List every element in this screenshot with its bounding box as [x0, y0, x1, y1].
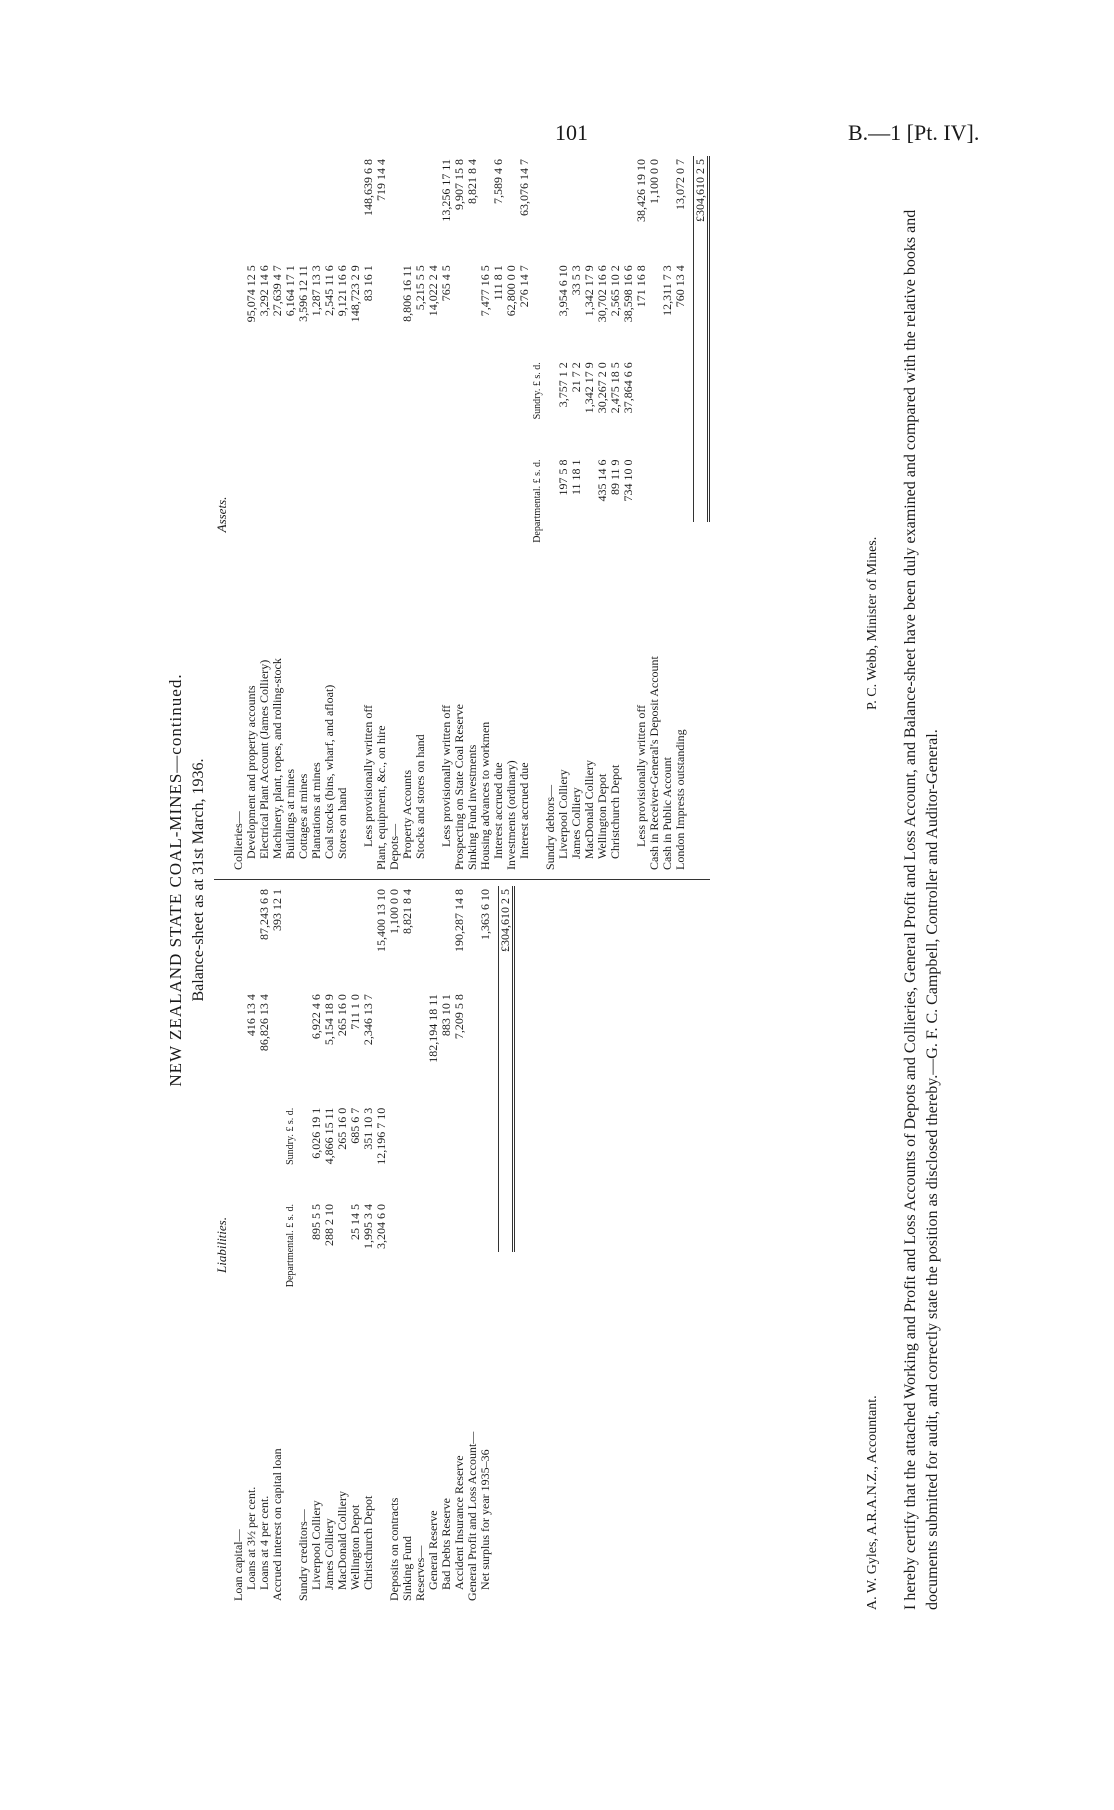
- row-label: Christchurch Depot: [361, 1495, 375, 1590]
- amount-cell: [479, 359, 492, 456]
- amount-cell: 3,292 14 6: [257, 265, 271, 317]
- amount-cell: [258, 1105, 271, 1201]
- amount-cell: [544, 156, 557, 262]
- amount-cell: 62,800 0 0: [504, 265, 518, 317]
- amount-cell: [466, 456, 479, 594]
- amount-cell: [427, 1105, 440, 1201]
- amount-cell: 13,072 0 7: [673, 159, 687, 210]
- amount-cell: [232, 456, 245, 594]
- assets-side: [214, 150, 710, 880]
- amount-cell: 87,243 6 8: [257, 889, 271, 940]
- amount-cell: [414, 1201, 427, 1337]
- row-label: Plant, equipment, &c., on hire: [374, 725, 388, 870]
- amount-cell: [323, 886, 336, 991]
- amount-cell: [271, 456, 284, 594]
- amount-cell: 685 6 7: [348, 1107, 362, 1144]
- amount-cell: 15,400 13 10: [374, 889, 388, 952]
- amount-cell: [388, 1201, 401, 1337]
- amount-cell: 5,154 18 9: [322, 994, 336, 1046]
- row-label: Sundry creditors—: [296, 1509, 310, 1601]
- amount-cell: 9,907 15 8: [452, 159, 466, 210]
- amount-cell: 1,342 17 9: [582, 265, 596, 317]
- amount-cell: 95,074 12 5: [244, 265, 258, 323]
- amount-cell: [479, 1105, 492, 1201]
- row-label: Property Accounts: [400, 770, 414, 859]
- amount-cell: [635, 456, 648, 594]
- amount-cell: [596, 156, 609, 262]
- amount-cell: [336, 456, 349, 594]
- amount-cell: [258, 156, 271, 262]
- assets-table: [232, 156, 687, 873]
- amount-cell: 27,639 4 7: [270, 265, 284, 317]
- row-label: General Reserve: [426, 1510, 440, 1590]
- row-label: Liverpool Colliery: [556, 769, 570, 859]
- assets-total-table: [693, 156, 710, 873]
- amount-cell: [362, 359, 375, 456]
- amount-cell: 111 8 1: [491, 265, 505, 301]
- row-label: Loans at 4 per cent.: [257, 1495, 271, 1590]
- amount-cell: [284, 456, 297, 594]
- amount-cell: 21 7 2: [569, 362, 583, 393]
- amount-cell: 197 5 8: [556, 459, 570, 496]
- row-label: Collieries—: [231, 811, 245, 870]
- table-row: [375, 886, 388, 1604]
- amount-cell: [479, 1201, 492, 1337]
- amount-cell: 9,121 16 6: [335, 265, 349, 317]
- row-label: Loans at 3½ per cent.: [244, 1486, 258, 1590]
- amount-cell: [661, 456, 674, 594]
- amount-cell: [414, 1105, 427, 1201]
- amount-cell: [674, 359, 687, 456]
- amount-cell: 895 5 5: [309, 1203, 323, 1240]
- amount-cell: 12,311 7 3: [660, 265, 674, 316]
- amount-cell: [401, 359, 414, 456]
- row-label: Sundry debtors—: [543, 785, 557, 870]
- amount-cell: 89 11 9: [608, 459, 622, 496]
- amount-cell: 7,209 5 8: [452, 994, 466, 1040]
- amount-cell: 14,022 2 4: [426, 265, 440, 317]
- amount-cell: [674, 456, 687, 594]
- amount-cell: 1,342 17 9: [582, 362, 596, 414]
- amount-cell: [323, 456, 336, 594]
- amount-cell: [440, 456, 453, 594]
- amount-cell: 760 13 4: [673, 265, 687, 308]
- amount-cell: [297, 456, 310, 594]
- row-label: Net surplus for year 1935–36: [478, 1449, 492, 1590]
- amount-cell: [518, 359, 531, 456]
- amount-cell: [661, 359, 674, 456]
- amount-cell: [388, 1105, 401, 1201]
- amount-cell: [557, 156, 570, 262]
- amount-cell: [323, 359, 336, 456]
- table-row: [271, 886, 284, 1604]
- amount-cell: 30,702 16 6: [595, 265, 609, 323]
- amount-cell: [427, 1201, 440, 1337]
- amount-cell: [648, 456, 661, 594]
- amount-cell: [271, 359, 284, 456]
- table-row: [674, 156, 687, 873]
- amount-cell: 8,806 16 11: [400, 265, 414, 322]
- amount-cell: [388, 456, 401, 594]
- accountant-signature: A. W. Gyles, A.R.A.N.Z., Accountant.: [865, 1395, 880, 1610]
- amount-cell: [271, 156, 284, 262]
- amount-cell: [531, 156, 544, 262]
- amount-cell: Sundry. £ s. d.: [532, 362, 543, 420]
- amount-cell: [375, 456, 388, 594]
- amount-cell: 719 14 4: [374, 159, 388, 201]
- amount-cell: [323, 156, 336, 262]
- amount-cell: [440, 1201, 453, 1337]
- amount-cell: 2,545 11 6: [322, 265, 336, 316]
- row-label: James Colliery: [569, 787, 583, 859]
- amount-cell: 393 12 1: [270, 889, 284, 931]
- amount-cell: [466, 1105, 479, 1201]
- amount-cell: [310, 456, 323, 594]
- amount-cell: 190,287 14 8: [452, 889, 466, 952]
- document-reference: B.—1 [Pt. IV].: [848, 120, 980, 145]
- amount-cell: [453, 262, 466, 359]
- table-row: [414, 156, 427, 873]
- amount-cell: [414, 886, 427, 991]
- amount-cell: Sundry. £ s. d.: [285, 1107, 296, 1165]
- amount-cell: 5,215 5 5: [413, 265, 427, 311]
- amount-cell: 7,477 16 5: [478, 265, 492, 317]
- amount-cell: [427, 886, 440, 991]
- balance-sheet: [160, 150, 990, 1610]
- row-label: Christchurch Depot: [608, 764, 622, 859]
- amount-cell: 265 16 0: [335, 994, 349, 1037]
- row-label: James Colliery: [322, 1518, 336, 1590]
- row-label: Plantations at mines: [309, 762, 323, 859]
- amount-cell: [232, 1105, 245, 1201]
- amount-cell: 86,826 13 4: [257, 994, 271, 1052]
- amount-cell: [271, 1201, 284, 1337]
- table-row: [388, 156, 401, 873]
- amount-cell: 38,426 19 10: [634, 159, 648, 222]
- amount-cell: [648, 359, 661, 456]
- amount-cell: [492, 359, 505, 456]
- table-row: [609, 156, 622, 873]
- amount-cell: [245, 1105, 258, 1201]
- amount-cell: [414, 456, 427, 594]
- amount-cell: [349, 359, 362, 456]
- amount-cell: [310, 156, 323, 262]
- row-label: General Profit and Loss Account—: [465, 1431, 479, 1601]
- amount-cell: [453, 359, 466, 456]
- row-label: Electrical Plant Account (James Colliery): [257, 659, 271, 859]
- amount-cell: [232, 359, 245, 456]
- amount-cell: [453, 456, 466, 594]
- table-row: [388, 886, 401, 1604]
- amount-cell: [479, 991, 492, 1105]
- amount-cell: 83 16 1: [361, 265, 375, 302]
- table-row: [479, 886, 492, 1604]
- row-label: Cash in Receiver-General's Deposit Account: [647, 656, 661, 870]
- row-label: Stores on hand: [335, 787, 349, 859]
- row-label: Cash in Public Account: [660, 757, 674, 870]
- amount-cell: 351 10 3: [361, 1107, 375, 1150]
- row-label: Sinking Fund investments: [465, 744, 479, 870]
- amount-cell: 63,076 14 7: [517, 159, 531, 216]
- row-label: Development and property accounts: [244, 685, 258, 859]
- amount-cell: 7,589 4 6: [491, 159, 505, 204]
- amount-cell: [284, 359, 297, 456]
- row-label: Wellington Depot: [595, 773, 609, 859]
- amount-cell: 2,346 13 7: [361, 994, 375, 1046]
- row-label: Accrued interest on capital loan: [270, 1448, 284, 1601]
- amount-cell: [388, 991, 401, 1105]
- amount-cell: 3,204 6 0: [374, 1203, 388, 1249]
- liabilities-total: £304,610 2 5: [499, 886, 514, 1252]
- row-label: Less provisionally written off: [634, 704, 648, 847]
- amount-cell: 765 4 5: [439, 265, 453, 302]
- table-row: [271, 156, 284, 873]
- amount-cell: [453, 1201, 466, 1337]
- amount-cell: [414, 156, 427, 262]
- amount-cell: 883 10 1: [439, 994, 453, 1037]
- amount-cell: 25 14 5: [348, 1203, 362, 1240]
- amount-cell: 148,723 2 9: [348, 265, 362, 323]
- row-label: Wellington Depot: [348, 1504, 362, 1590]
- amount-cell: [453, 1105, 466, 1201]
- table-row: [284, 886, 297, 1604]
- amount-cell: [245, 359, 258, 456]
- amount-cell: [349, 886, 362, 991]
- liabilities-total-table: [498, 886, 515, 1604]
- amount-cell: [232, 156, 245, 262]
- row-label: London Imprests outstanding: [673, 729, 687, 870]
- amount-cell: [245, 156, 258, 262]
- amount-cell: [375, 262, 388, 359]
- amount-cell: [284, 991, 297, 1105]
- table-row: [323, 156, 336, 873]
- amount-cell: 1,100 0 0: [647, 159, 661, 204]
- amount-cell: [245, 1201, 258, 1337]
- amount-cell: 13,256 17 11: [439, 159, 453, 222]
- amount-cell: [427, 359, 440, 456]
- amount-cell: [505, 359, 518, 456]
- amount-cell: [349, 456, 362, 594]
- row-label: Bad Debts Reserve: [439, 1498, 453, 1590]
- amount-cell: [310, 886, 323, 991]
- row-label: Investments (ordinary): [504, 760, 518, 870]
- amount-cell: [466, 359, 479, 456]
- row-label: Accident Insurance Reserve: [452, 1455, 466, 1590]
- amount-cell: 2,475 18 5: [608, 362, 622, 414]
- row-label: Less provisionally written off: [361, 704, 375, 847]
- amount-cell: [440, 1105, 453, 1201]
- amount-cell: 6,922 4 6: [309, 994, 323, 1040]
- audit-certificate: I hereby certify that the attached Working and Profit and Loss Accounts of Depots and Collieries, General Profit and Loss Account, and Balance-sheet have been duly examined and compared with the relative books and documents submitted for audit, and correctly state the position as disclosed thereby.—G. F. C. Campbell, Controller and Auditor-General.: [902, 209, 941, 1610]
- row-label: Less provisionally written off: [439, 704, 453, 847]
- amount-cell: [310, 359, 323, 456]
- table-row: [583, 156, 596, 873]
- amount-cell: [583, 156, 596, 262]
- amount-cell: [258, 359, 271, 456]
- row-label: Coal stocks (bins, wharf, and afloat): [322, 684, 336, 859]
- liabilities-side: [214, 880, 710, 1610]
- amount-cell: 30,267 2 0: [595, 362, 609, 414]
- amount-cell: [505, 456, 518, 594]
- amount-cell: 6,026 19 1: [309, 1107, 323, 1159]
- assets-total: £304,610 2 5: [694, 156, 709, 522]
- amount-cell: [635, 359, 648, 456]
- amount-cell: [466, 991, 479, 1105]
- row-label: Depots—: [387, 824, 401, 870]
- amount-cell: 1,287 13 3: [309, 265, 323, 317]
- row-label: Reserves—: [413, 1545, 427, 1601]
- amount-cell: 8,821 8 4: [400, 889, 414, 934]
- amount-cell: [609, 156, 622, 262]
- amount-cell: [466, 1201, 479, 1337]
- amount-cell: Departmental. £ s. d.: [285, 1203, 296, 1288]
- amount-cell: 288 2 10: [322, 1203, 336, 1246]
- table-row: [531, 156, 544, 873]
- amount-cell: [414, 359, 427, 456]
- amount-cell: 711 1 0: [348, 994, 362, 1030]
- row-label: Loan capital—: [231, 1529, 245, 1601]
- amount-cell: [336, 359, 349, 456]
- amount-cell: [401, 1105, 414, 1201]
- amount-cell: [258, 456, 271, 594]
- amount-cell: 37,864 6 6: [621, 362, 635, 414]
- amount-cell: [362, 456, 375, 594]
- amount-cell: 416 13 4: [244, 994, 258, 1037]
- amount-cell: [440, 359, 453, 456]
- amount-cell: [401, 456, 414, 594]
- row-label: Liverpool Colliery: [309, 1500, 323, 1590]
- row-label: Machinery, plant, ropes, and rolling-stock: [270, 658, 284, 859]
- amount-cell: 3,596 12 11: [296, 265, 310, 322]
- table-row: [557, 156, 570, 873]
- amount-cell: 265 16 0: [335, 1107, 349, 1150]
- page-number: 101: [555, 120, 588, 145]
- amount-cell: 3,757 1 2: [556, 362, 570, 408]
- amount-cell: [388, 359, 401, 456]
- amount-cell: [245, 456, 258, 594]
- table-row: [375, 156, 388, 873]
- row-label: MacDonald Colliery: [335, 1491, 349, 1590]
- minister-signature: P. C. Webb, Minister of Mines.: [865, 536, 880, 710]
- liabilities-table: [232, 886, 492, 1604]
- amount-cell: [297, 359, 310, 456]
- amount-cell: 171 16 8: [634, 265, 648, 308]
- amount-cell: [297, 886, 310, 991]
- table-row: [518, 156, 531, 873]
- amount-cell: [401, 991, 414, 1105]
- document-subtitle: Balance-sheet as at 31st March, 1936.: [190, 758, 207, 1002]
- amount-cell: [297, 156, 310, 262]
- amount-cell: [388, 156, 401, 262]
- amount-cell: 6,164 17 1: [283, 265, 297, 317]
- row-label: Housing advances to workmen: [478, 721, 492, 870]
- amount-cell: [492, 456, 505, 594]
- amount-cell: [336, 886, 349, 991]
- row-label: Deposits on contracts: [387, 1497, 401, 1601]
- table-row: [544, 156, 557, 873]
- amount-cell: 4,866 15 11: [322, 1107, 336, 1165]
- row-label: Sinking Fund: [400, 1535, 414, 1601]
- amount-cell: 2,565 10 2: [608, 265, 622, 317]
- table-row: [284, 156, 297, 873]
- amount-cell: [531, 262, 544, 359]
- amount-cell: 11 18 1: [569, 459, 583, 496]
- row-label: Cottages at mines: [296, 773, 310, 859]
- amount-cell: 1,363 6 10: [478, 889, 492, 940]
- amount-cell: [427, 456, 440, 594]
- amount-cell: 734 10 0: [621, 459, 635, 502]
- row-label: MacDonald Colliery: [582, 760, 596, 859]
- amount-cell: [401, 1201, 414, 1337]
- amount-cell: 276 14 7: [517, 265, 531, 308]
- amount-cell: [375, 991, 388, 1105]
- row-label: Interest accrued due: [517, 762, 531, 859]
- amount-cell: 33 5 3: [569, 265, 583, 296]
- amount-cell: 8,821 8 4: [465, 159, 479, 204]
- assets-heading: Assets.: [214, 496, 229, 533]
- amount-cell: [479, 456, 492, 594]
- amount-cell: [336, 156, 349, 262]
- amount-cell: [518, 456, 531, 594]
- amount-cell: [375, 359, 388, 456]
- amount-cell: [271, 991, 284, 1105]
- amount-cell: [570, 156, 583, 262]
- row-label: Stocks and stores on hand: [413, 734, 427, 859]
- amount-cell: 435 14 6: [595, 459, 609, 502]
- amount-cell: 3,954 6 10: [556, 265, 570, 317]
- amount-cell: 148,639 6 8: [361, 159, 375, 216]
- amount-cell: [232, 886, 245, 991]
- amount-cell: [284, 886, 297, 991]
- amount-cell: 182,194 18 11: [426, 994, 440, 1063]
- row-label: Buildings at mines: [283, 769, 297, 859]
- row-label: Prospecting on State Coal Reserve: [452, 704, 466, 870]
- amount-cell: Departmental. £ s. d.: [532, 459, 543, 543]
- amount-cell: [284, 156, 297, 262]
- amount-cell: 1,995 3 4: [361, 1203, 375, 1249]
- row-label: Interest accrued due: [491, 762, 505, 859]
- liabilities-heading: Liabilities.: [214, 1217, 229, 1273]
- amount-cell: [258, 1201, 271, 1337]
- table-row: [336, 156, 349, 873]
- amount-cell: [401, 156, 414, 262]
- amount-cell: 1,100 0 0: [387, 889, 401, 934]
- amount-cell: 38,598 16 6: [621, 265, 635, 323]
- amount-cell: [271, 1105, 284, 1201]
- amount-cell: [232, 1201, 245, 1337]
- table-row: [401, 886, 414, 1604]
- amount-cell: 12,196 7 10: [374, 1107, 388, 1165]
- document-title: NEW ZEALAND STATE COAL-MINES—continued.: [166, 673, 185, 1087]
